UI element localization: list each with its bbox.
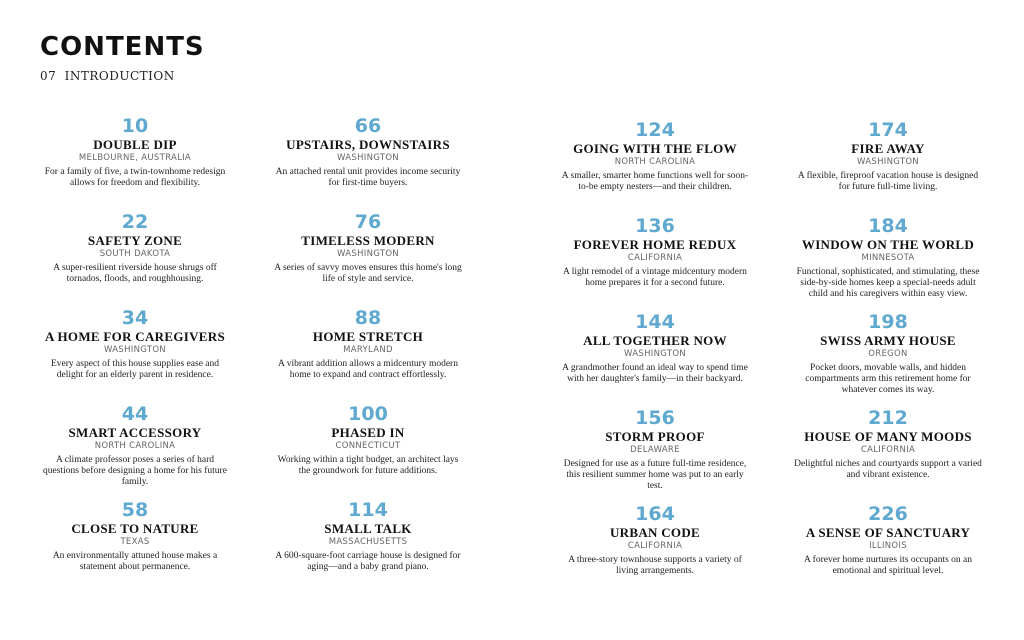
contents-entry[interactable]	[35, 403, 235, 499]
entry-location: DELAWARE	[630, 445, 680, 455]
intro-page-number: 07	[40, 69, 57, 83]
entry-location: SOUTH DAKOTA	[99, 249, 171, 259]
contents-column-2	[268, 115, 468, 595]
entry-title: ALL TOGETHER NOW	[583, 333, 727, 348]
entry-page-number: 184	[868, 215, 908, 237]
entry-title: A SENSE OF SANCTUARY	[805, 525, 971, 540]
entry-location: CALIFORNIA	[860, 445, 916, 455]
entry-page-number: 22	[121, 211, 149, 233]
entry-location: WASHINGTON	[104, 345, 166, 355]
page-title: CONTENTS	[40, 32, 205, 62]
contents-entry[interactable]	[35, 499, 235, 595]
entry-title: SWISS ARMY HOUSE	[820, 333, 956, 348]
entry-title: A HOME FOR CAREGIVERS	[44, 329, 225, 344]
entry-title: STORM PROOF	[605, 429, 705, 444]
entry-location: NORTH CAROLINA	[94, 441, 176, 451]
entry-location: CALIFORNIA	[627, 541, 683, 551]
entry-title: HOUSE OF MANY MOODS	[804, 429, 972, 444]
entry-page-number: 144	[635, 311, 675, 333]
entry-title: FIRE AWAY	[851, 141, 925, 156]
entry-description: A flexible, fireproof vacation house is designed for future full-time living.	[797, 171, 979, 192]
entry-description: Delightful niches and courtyards support a varied and vibrant existence.	[794, 459, 982, 480]
contents-entry[interactable]	[788, 215, 988, 311]
entry-location: WASHINGTON	[337, 153, 399, 163]
entry-page-number: 114	[348, 499, 388, 521]
entry-page-number: 10	[121, 115, 149, 137]
entry-page-number: 212	[868, 407, 908, 429]
entry-description: For a family of five, a twin-townhome redesign allows for freedom and flexibility.	[44, 167, 226, 188]
contents-entry[interactable]	[555, 215, 755, 311]
entry-title: SMALL TALK	[324, 521, 412, 536]
contents-entry[interactable]	[268, 307, 468, 403]
entry-title: HOME STRETCH	[312, 329, 424, 344]
entry-location: WASHINGTON	[857, 157, 919, 167]
contents-entry[interactable]	[555, 503, 755, 599]
entry-title: UPSTAIRS, DOWNSTAIRS	[286, 137, 450, 152]
entry-location: WASHINGTON	[337, 249, 399, 259]
entry-location: TEXAS	[120, 537, 150, 547]
entry-description: Every aspect of this house supplies ease and delight for an elderly parent in residence.	[50, 359, 220, 380]
contents-column-3	[555, 119, 755, 599]
entry-page-number: 58	[121, 499, 149, 521]
entry-title: FOREVER HOME REDUX	[573, 237, 737, 252]
entry-page-number: 198	[868, 311, 908, 333]
entry-description: A forever home nurtures its occupants on an emotional and spiritual level.	[803, 555, 973, 576]
entry-description: A series of savvy moves ensures this home's long life of style and service.	[274, 263, 462, 284]
entry-location: CALIFORNIA	[627, 253, 683, 263]
entry-description: Working within a tight budget, an architect lays the groundwork for future additions.	[277, 455, 459, 476]
entry-description: A smaller, smarter home functions well for soon-to-be empty nesters—and their children.	[561, 171, 749, 192]
entry-location: ILLINOIS	[869, 541, 907, 551]
entry-description: An attached rental unit provides income security for first-time buyers.	[275, 167, 461, 188]
entry-description: A super-resilient riverside house shrugs off tornados, floods, and roughhousing.	[53, 263, 217, 284]
contents-entry[interactable]	[268, 403, 468, 499]
entry-description: A three-story townhouse supports a variety of living arrangements.	[568, 555, 742, 576]
entry-location: MELBOURNE, AUSTRALIA	[78, 153, 192, 163]
contents-entry[interactable]	[788, 407, 988, 503]
entry-description: A light remodel of a vintage midcentury modern home prepares it for a second future.	[563, 267, 747, 288]
contents-entry[interactable]	[35, 307, 235, 403]
contents-entry[interactable]	[268, 499, 468, 595]
intro-entry[interactable]	[40, 69, 179, 83]
entry-page-number: 34	[121, 307, 149, 329]
entry-description: A grandmother found an ideal way to spend time with her daughter's family—in their backyard.	[562, 363, 748, 384]
contents-entry[interactable]	[788, 503, 988, 599]
contents-column-4	[788, 119, 988, 599]
entry-title: DOUBLE DIP	[93, 137, 177, 152]
entry-page-number: 88	[354, 307, 382, 329]
entry-page-number: 136	[635, 215, 675, 237]
contents-entry[interactable]	[788, 311, 988, 407]
contents-entry[interactable]	[268, 211, 468, 307]
entry-page-number: 76	[354, 211, 382, 233]
entry-page-number: 226	[868, 503, 908, 525]
entry-title: URBAN CODE	[609, 525, 701, 540]
entry-page-number: 164	[635, 503, 675, 525]
contents-entry[interactable]	[555, 407, 755, 503]
entry-description: Functional, sophisticated, and stimulating, these side-by-side homes keep a special-needs adult child and his caregivers within easy view.	[796, 267, 980, 299]
entry-page-number: 44	[121, 403, 149, 425]
entry-title: WINDOW ON THE WORLD	[801, 237, 975, 252]
entry-description: A vibrant addition allows a midcentury modern home to expand and contract effortlessly.	[278, 359, 458, 380]
contents-entry[interactable]	[555, 119, 755, 215]
entry-description: A 600-square-foot carriage house is designed for aging—and a baby grand piano.	[275, 551, 461, 572]
contents-entry[interactable]	[268, 115, 468, 211]
entry-description: Designed for use as a future full-time residence, this resilient summer home was put to an early test.	[563, 459, 747, 491]
entry-location: MINNESOTA	[861, 253, 915, 263]
entry-location: OREGON	[868, 349, 908, 359]
entry-description: Pocket doors, movable walls, and hidden compartments arm this retirement home for whatever comes its way.	[805, 363, 971, 395]
contents-entry[interactable]	[788, 119, 988, 215]
entry-title: SMART ACCESSORY	[68, 425, 202, 440]
entry-location: MARYLAND	[343, 345, 393, 355]
entry-title: CLOSE TO NATURE	[71, 521, 199, 536]
entry-location: CONNECTICUT	[335, 441, 401, 451]
entry-title: SAFETY ZONE	[87, 233, 183, 248]
entry-title: PHASED IN	[331, 425, 405, 440]
entry-location: MASSACHUSETTS	[328, 537, 408, 547]
contents-entry[interactable]	[35, 115, 235, 211]
entry-page-number: 124	[635, 119, 675, 141]
entry-page-number: 156	[635, 407, 675, 429]
contents-entry[interactable]	[555, 311, 755, 407]
entry-title: GOING WITH THE FLOW	[573, 141, 737, 156]
entry-title: TIMELESS MODERN	[301, 233, 435, 248]
entry-location: NORTH CAROLINA	[614, 157, 696, 167]
entry-description: An environmentally attuned house makes a statement about permanence.	[52, 551, 218, 572]
entry-description: A climate professor poses a series of hard questions before designing a home for his future family.	[43, 455, 227, 487]
entry-page-number: 66	[354, 115, 382, 137]
contents-column-1	[35, 115, 235, 595]
contents-entry[interactable]	[35, 211, 235, 307]
entry-location: WASHINGTON	[624, 349, 686, 359]
entry-page-number: 174	[868, 119, 908, 141]
intro-label: INTRODUCTION	[64, 69, 175, 83]
entry-page-number: 100	[348, 403, 388, 425]
